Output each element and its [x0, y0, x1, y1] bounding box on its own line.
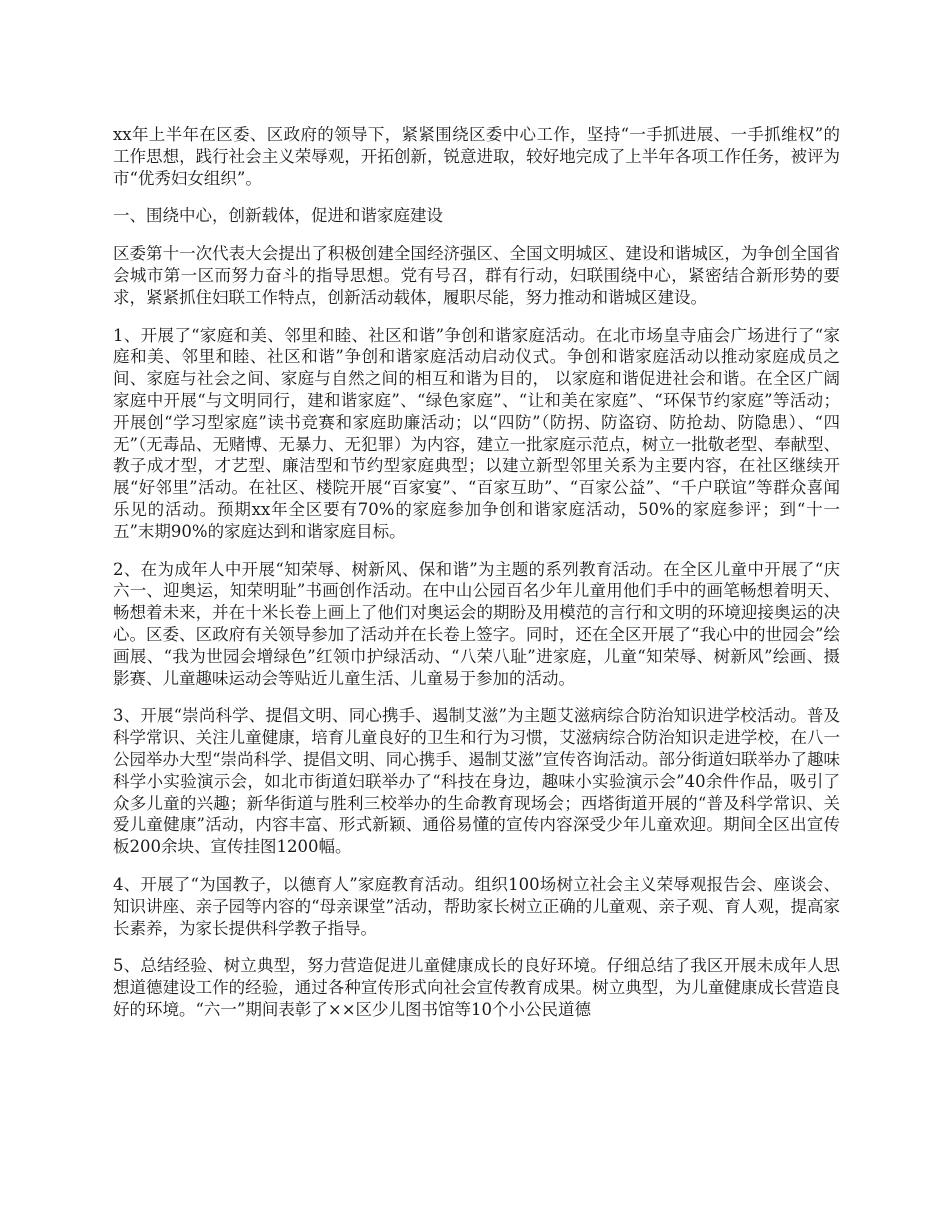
intro-paragraph: xx年上半年在区委、区政府的领导下，紧紧围绕区委中心工作，坚持“一手抓进展、一手抓维权”的工作思想，践行社会主义荣辱观，开拓创新，锐意进取，较好地完成了上半年各项工作任务，被评为市“优秀妇女组织”。: [113, 125, 840, 188]
body-paragraph: 区委第十一次代表大会提出了积极创建全国经济强区、全国文明城区、建设和谐城区，为争创全国省会城市第一区而努力奋斗的指导思想。党有号召，群有行动，妇联围绕中心，紧密结合新形势的要求，紧紧抓住妇联工作特点，创新活动载体，履职尽能，努力推动和谐城区建设。: [113, 244, 840, 307]
document-page: [113, 124, 840, 1037]
item-paragraph-5: 5、总结经验、树立典型，努力营造促进儿童健康成长的良好环境。仔细总结了我区开展未成年人思想道德建设工作的经验，通过各种宣传形式向社会宣传教育成果。树立典型，为儿童健康成长营造良好的环境。“六一”期间表彰了××区少儿图书馆等10个小公民道德: [113, 956, 840, 1019]
item-paragraph-3: 3、开展“崇尚科学、提倡文明、同心携手、遏制艾滋”为主题艾滋病综合防治知识进学校活动。普及科学常识、关注儿童健康，培育儿童良好的卫生和行为习惯，艾滋病综合防治知识走进学校，在八一公园举办大型“崇尚科学、提倡文明、同心携手、遏制艾滋”宣传咨询活动。部分街道妇联举办了趣味科学小实验演示会，如北市街道妇联举办了“科技在身边，趣味小实验演示会”40余件作品，吸引了众多儿童的兴趣；新华街道与胜利三校举办的生命教育现场会；西塔街道开展的“普及科学常识、关爱儿童健康”活动，内容丰富、形式新颖、通俗易懂的宣传内容深受少年儿童欢迎。期间全区出宣传板200余块、宣传挂图1200幅。: [113, 706, 840, 857]
item-paragraph-2: 2、在为成年人中开展“知荣辱、树新风、保和谐”为主题的系列教育活动。在全区儿童中开展了“庆六一、迎奥运，知荣明耻”书画创作活动。在中山公园百名少年儿童用他们手中的画笔畅想着明天、畅想着未来，并在十米长卷上画上了他们对奥运会的期盼及用模范的言行和文明的环境迎接奥运的决心。区委、区政府有关领导参加了活动并在长卷上签字。同时，还在全区开展了“我心中的世园会”绘画展、“我为世园会增绿色”红领巾护绿活动、“八荣八耻”进家庭，儿童“知荣辱、树新风”绘画、摄影赛、儿童趣味运动会等贴近儿童生活、儿童易于参加的活动。: [113, 559, 840, 688]
section-heading: 一、围绕中心，创新载体，促进和谐家庭建设: [113, 206, 443, 226]
item-paragraph-4: 4、开展了“为国教子，以德育人”家庭教育活动。组织100场树立社会主义荣辱观报告会、座谈会、知识讲座、亲子园等内容的“母亲课堂”活动，帮助家长树立正确的儿童观、亲子观、育人观，提高家长素养，为家长提供科学教子指导。: [113, 874, 840, 938]
item-paragraph-1: 1、开展了“家庭和美、邻里和睦、社区和谐”争创和谐家庭活动。在北市场皇寺庙会广场进行了“家庭和美、邻里和睦、社区和谐”争创和谐家庭活动启动仪式。争创和谐家庭活动以推动家庭成员之间、家庭与社会之间、家庭与自然之间的相互和谐为目的， 以家庭和谐促进社会和谐。在全区广阔家庭中开展“与文明同行，建和谐家庭”、“绿色家庭”、“让和美在家庭”、“环保节约家庭”等活动；开展创“学习型家庭”读书竞赛和家庭助廉活动；以“四防”（防拐、防盗窃、防抢劫、防隐患）、“四无”（无毒品、无赌博、无暴力、无犯罪）为内容，建立一批家庭示范点，树立一批敬老型、奉献型、教子成才型，才艺型、廉洁型和节约型家庭典型；以建立新型邻里关系为主要内容，在社区继续开展“好邻里”活动。在社区、楼院开展“百家宴”、“百家互助”、“百家公益”、“千户联谊”等群众喜闻乐见的活动。预期xx年全区要有70%的家庭参加争创和谐家庭活动，50%的家庭参评；到“十一五”末期90%的家庭达到和谐家庭目标。: [113, 325, 840, 541]
